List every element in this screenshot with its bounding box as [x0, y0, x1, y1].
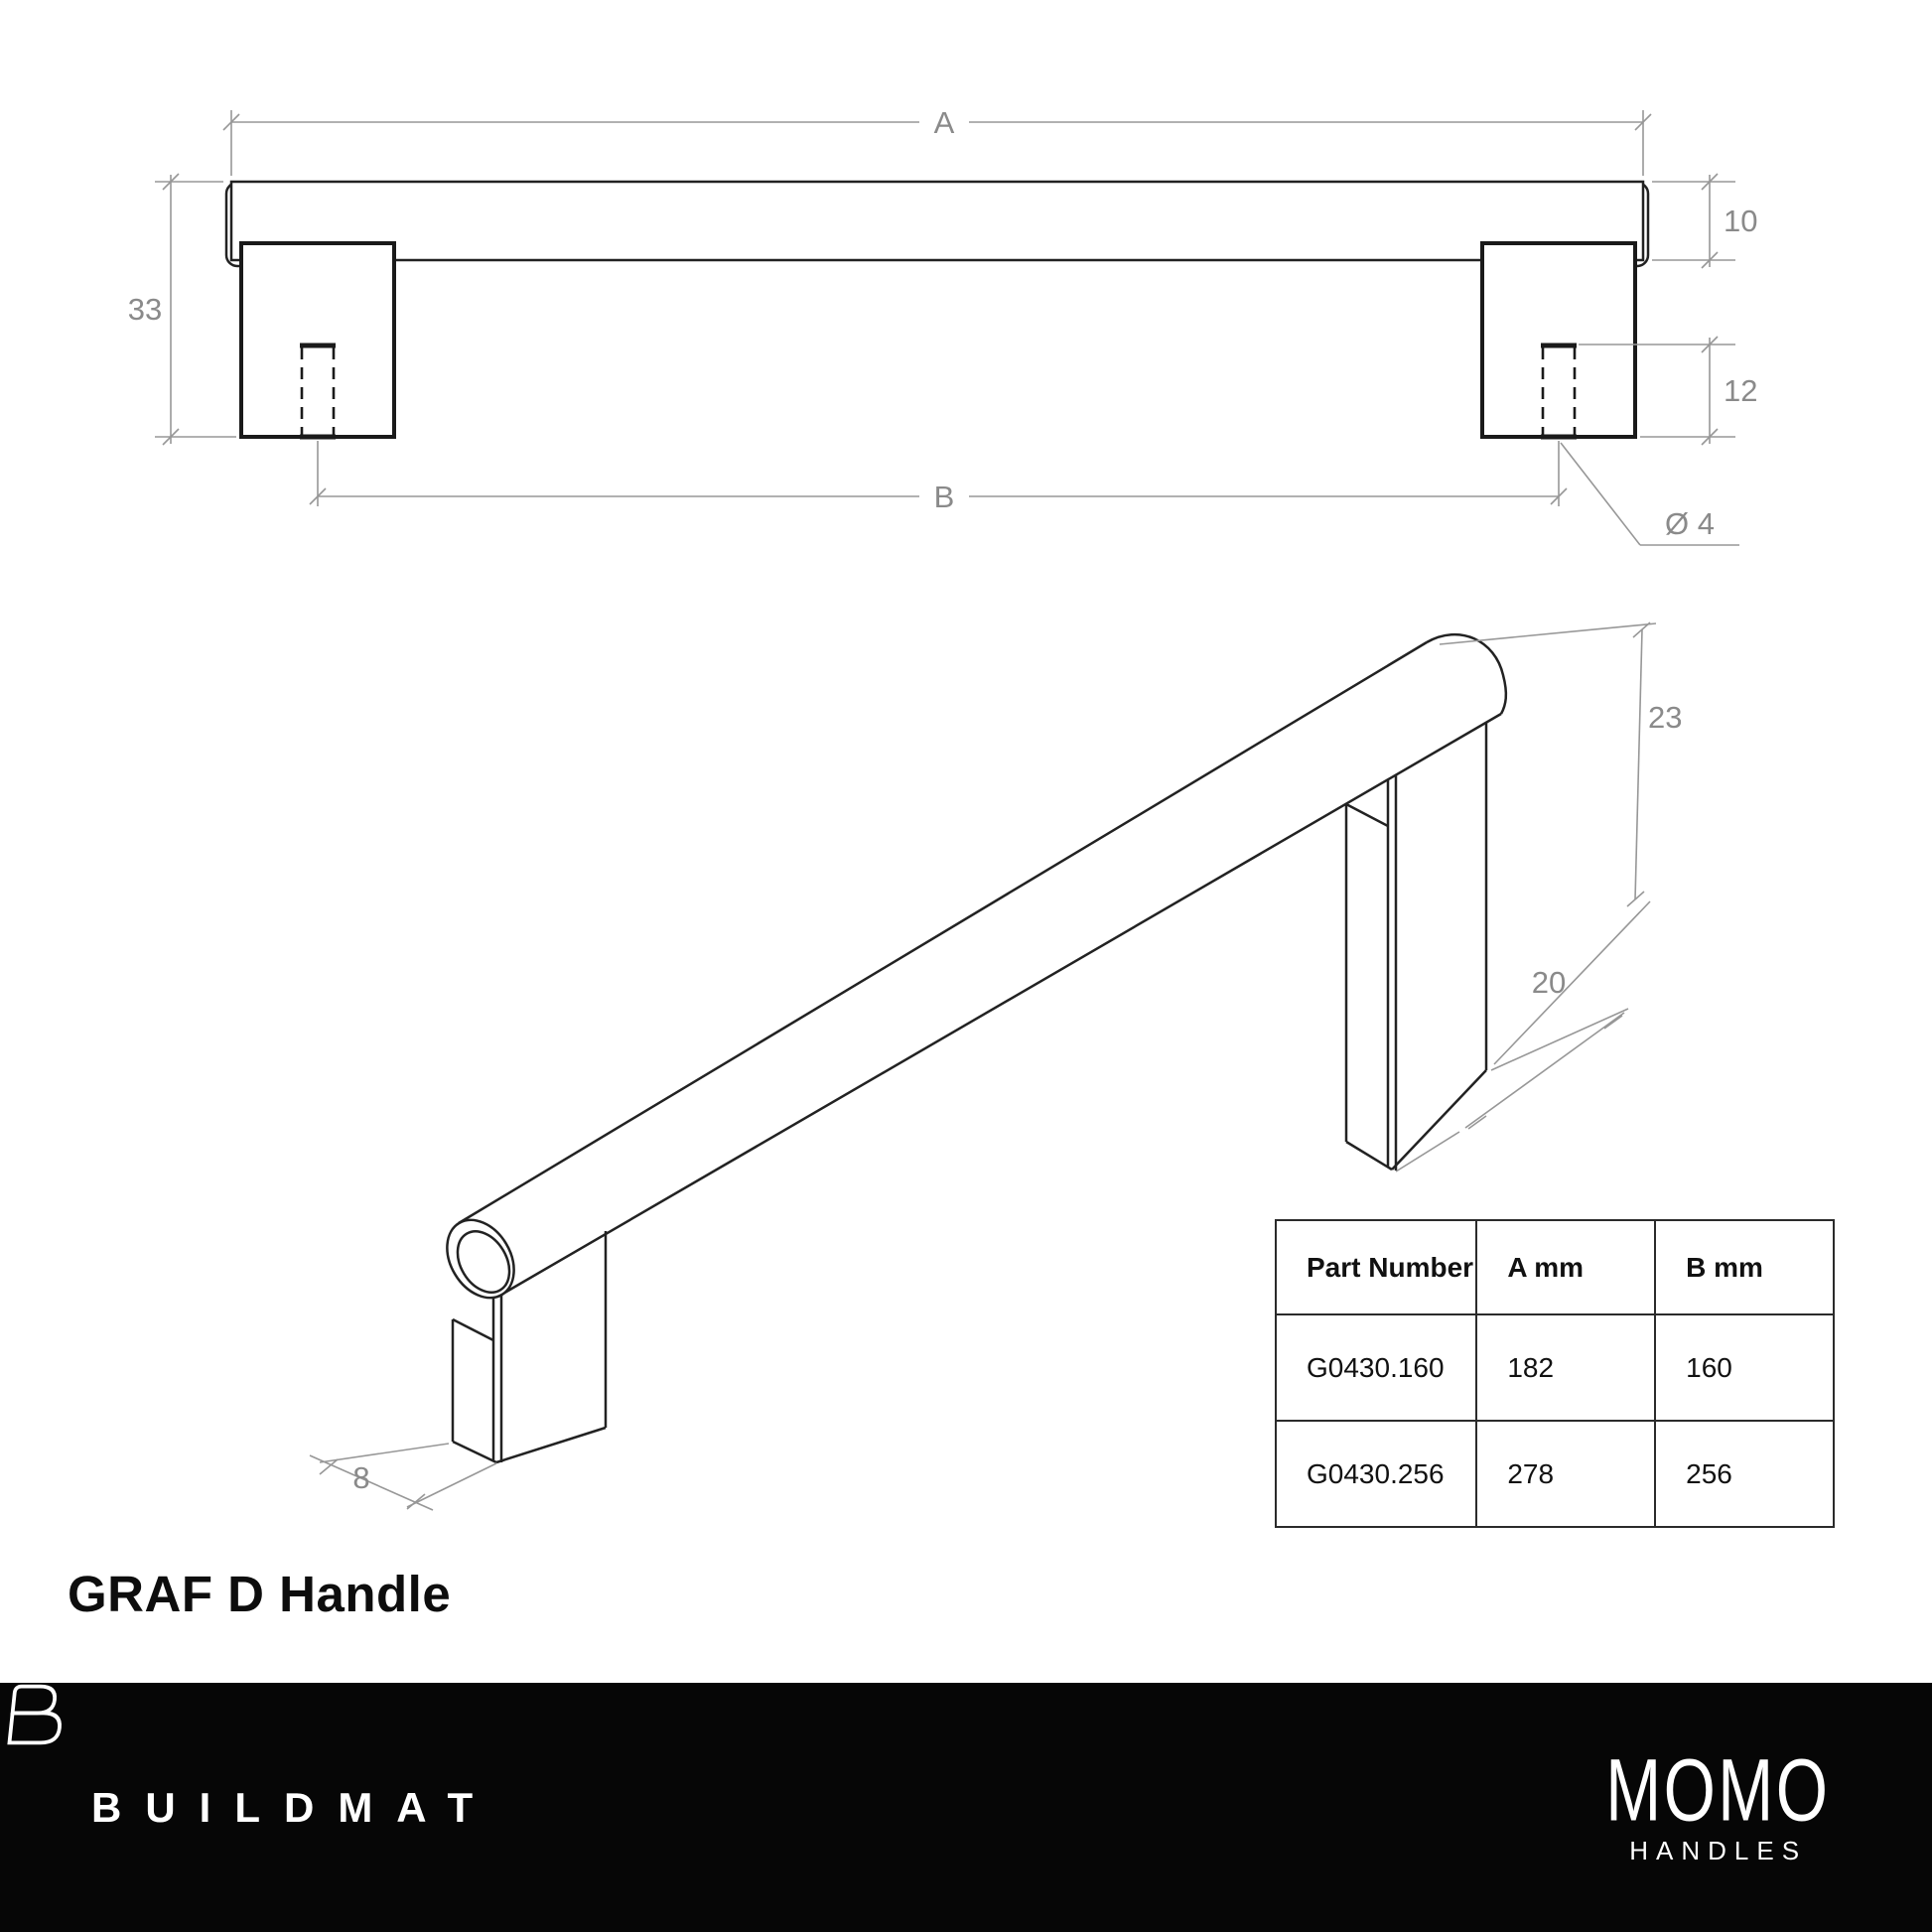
dimension-33: [128, 174, 236, 445]
cell-b-mm: 256: [1655, 1421, 1834, 1527]
dim-8-label: 8: [352, 1460, 370, 1495]
cell-a-mm: 278: [1476, 1421, 1655, 1527]
dimension-8: [310, 1444, 496, 1510]
dim-b-label: B: [933, 480, 955, 514]
buildmat-b-icon: [0, 1683, 81, 1746]
table-row: [1276, 1421, 1834, 1527]
dim-dia-label: Ø 4: [1665, 506, 1715, 541]
cell-part-number: G0430.160: [1276, 1314, 1476, 1421]
front-view: [128, 105, 1758, 545]
table-row: [1276, 1314, 1834, 1421]
left-leg-front: [241, 243, 394, 437]
col-header-part-number: Part Number: [1276, 1220, 1476, 1314]
bar-end-face-outer: [434, 1208, 528, 1311]
handle-bar-front: [231, 182, 1643, 260]
col-header-b-mm: B mm: [1655, 1220, 1834, 1314]
footer-bar: [0, 1683, 1932, 1932]
spec-table: [1275, 1219, 1835, 1514]
cell-part-number: G0430.256: [1276, 1421, 1476, 1527]
dim-23-label: 23: [1648, 700, 1683, 735]
table-header-row: [1276, 1220, 1834, 1314]
page-title: GRAF D Handle: [68, 1566, 452, 1622]
buildmat-wordmark: BUILDMAT: [91, 1783, 497, 1831]
buildmat-logo: [66, 1784, 496, 1832]
dim-10-label: 10: [1724, 204, 1758, 238]
right-leg-iso: [1346, 723, 1486, 1171]
dim-20-label: 20: [1531, 965, 1567, 1000]
cell-b-mm: 160: [1655, 1314, 1834, 1421]
dimension-a: [223, 105, 1651, 176]
dimension-20: [1396, 965, 1628, 1172]
dim-12-label: 12: [1724, 373, 1758, 408]
dimension-b: [310, 441, 1567, 514]
dim-a-label: A: [933, 105, 955, 140]
momo-handles-label: HANDLES: [1629, 1836, 1808, 1865]
momo-logo: [1578, 1740, 1859, 1866]
col-header-a-mm: A mm: [1476, 1220, 1655, 1314]
right-leg-front: [1482, 243, 1635, 437]
momo-wordmark: MOMO: [1605, 1740, 1831, 1840]
dim-33-label: 33: [127, 292, 163, 327]
dimension-hole-diameter: [1561, 443, 1739, 545]
cell-a-mm: 182: [1476, 1314, 1655, 1421]
dimension-10: [1652, 174, 1757, 268]
